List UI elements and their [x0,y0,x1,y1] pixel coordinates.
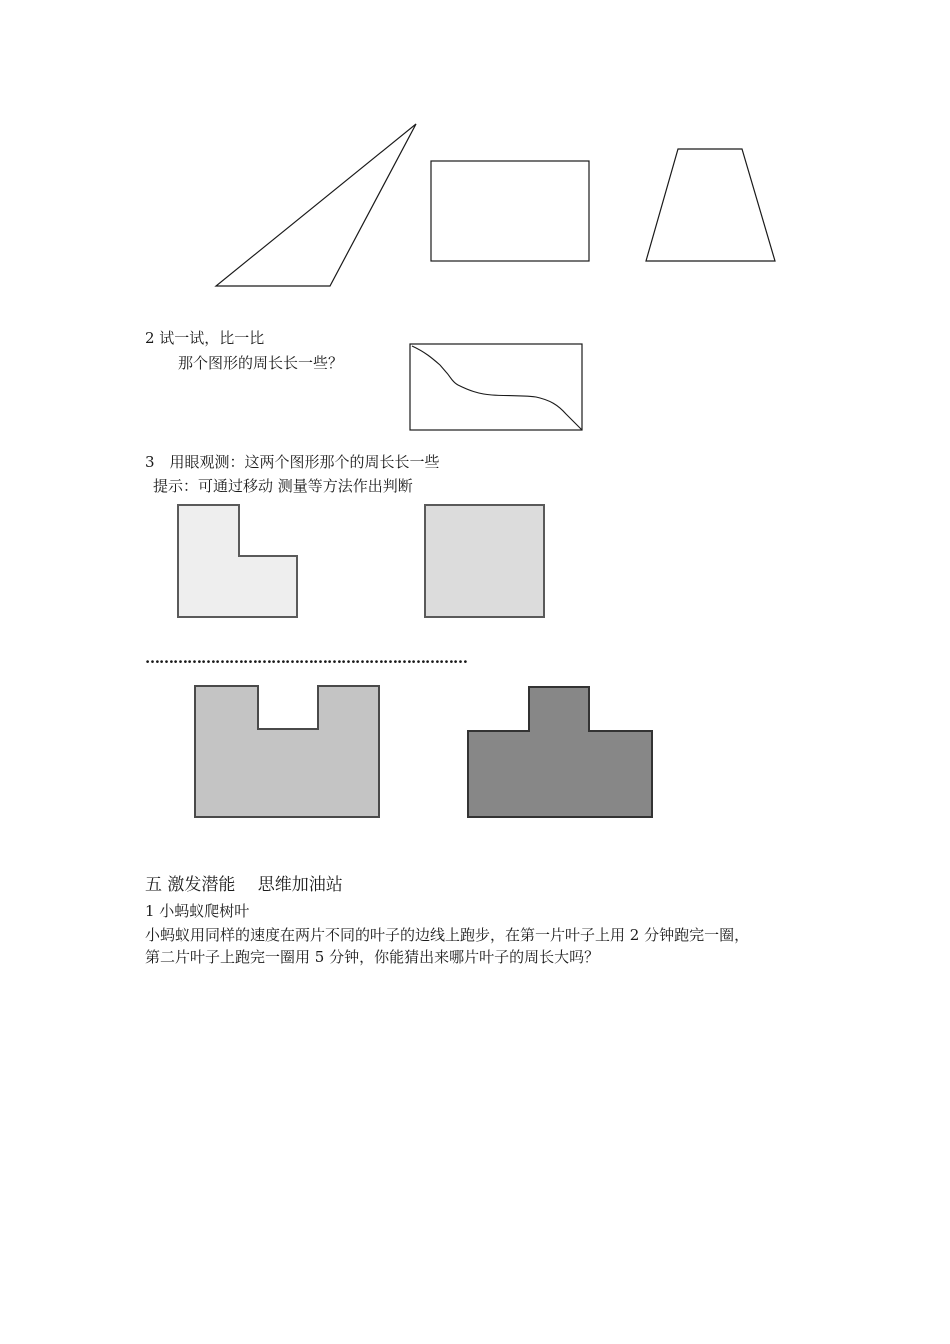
triangle-shape [216,124,416,286]
rectangle-shape [431,161,589,261]
section3-title: 3 用眼观测：这两个图形那个的周长长一些 [145,453,440,471]
section5-paragraph-line1: 小蚂蚁用同样的速度在两片不同的叶子的边线上跑步，在第一片叶子上用 2 分钟跑完一圈， [145,926,750,944]
l-shape [178,505,297,617]
section3-hint: 提示：可通过移动 测量等方法作出判断 [153,477,413,495]
section5-heading: 五 激发潜能 思维加油站 [145,875,343,895]
trapezoid-shape [646,149,775,261]
square-shape [425,505,544,617]
comparison-box [410,344,582,430]
u-shape [195,686,379,817]
section5-paragraph-line2: 第二片叶子上跑完一圈用 5 分钟，你能猜出来哪片叶子的周长大吗？ [145,948,600,966]
dividing-curve [412,346,582,430]
section5-subtitle: 1 小蚂蚁爬树叶 [145,902,250,920]
section2-title: 2 试一试，比一比 [145,329,265,347]
section2-question: 那个图形的周长长一些？ [178,354,344,372]
t-shape [468,687,652,817]
dotted-separator: …………………………………………………………… [145,649,467,667]
